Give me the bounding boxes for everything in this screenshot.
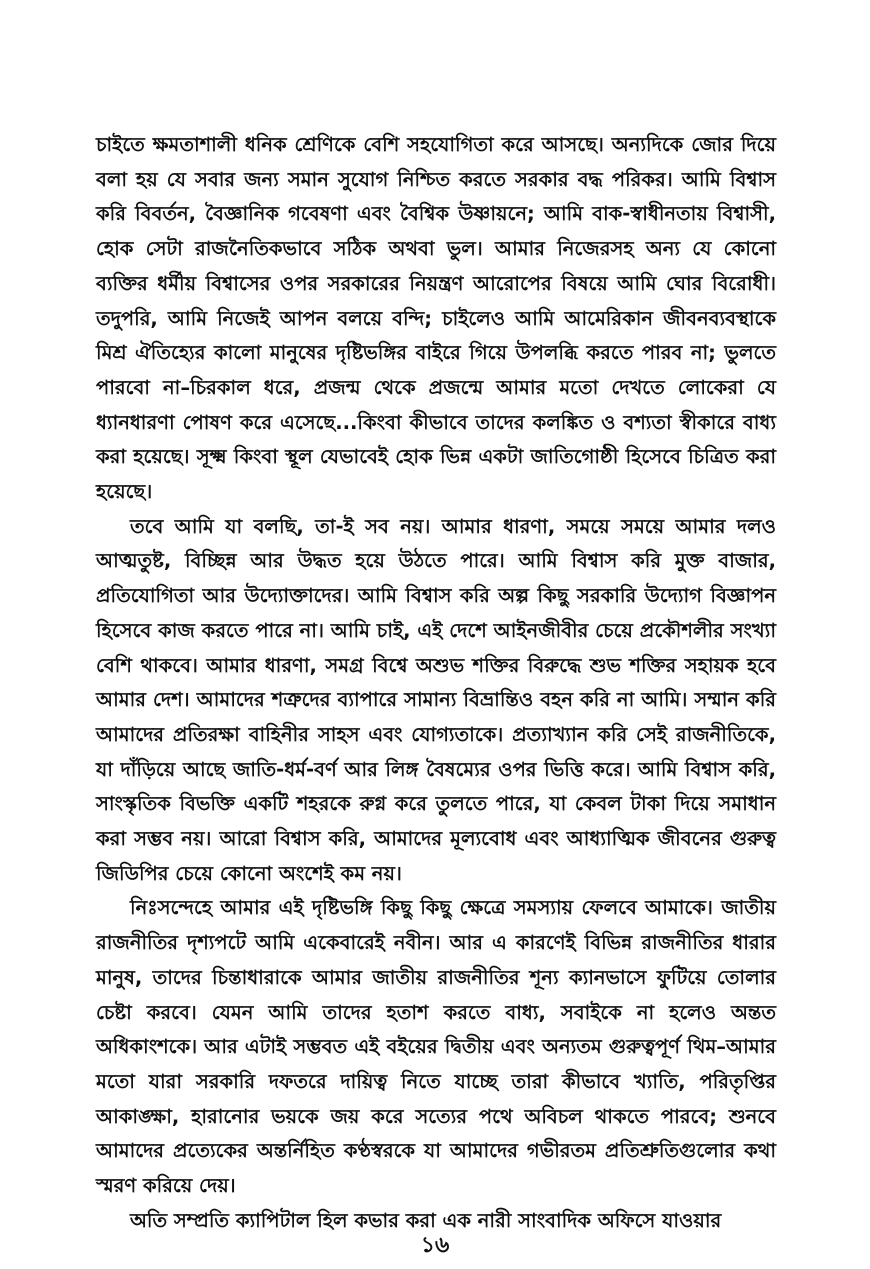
paragraph-1: চাইতে ক্ষমতাশালী ধনিক শ্রেণিকে বেশি সহযোগিতা করে আসছে। অন্যদিকে জোর দিয়ে বলা হয় যে সবার জন্য সমান সুযোগ নিশ্চিত করতে সরকার বদ্ধ পরিকর। আমি বিশ্বাস করি বিবর্তন, বৈজ্ঞানিক গবেষণা এবং বৈশ্বিক উষ্ণায়নে; আমি বাক-স্বাধীনতায় বিশ্বাসী, হোক সেটা রাজনৈতিকভাবে সঠিক অথবা ভুল। আমার নিজেরসহ অন্য যে কোনো ব্যক্তির ধর্মীয় বিশ্বাসের ওপর সরকারের নিয়ন্ত্রণ আরোপের বিষয়ে আমি ঘোর বিরোধী। তদুপরি, আমি নিজেই আপন বলয়ে বন্দি; চাইলেও আমি আমেরিকান জীবনব্যবস্থাকে মিশ্র ঐতিহ্যের কালো মানুষের দৃষ্টিভঙ্গির বাইরে গিয়ে উপলব্ধি করতে পারব না; ভুলতে পারবো না–চিরকাল ধরে, প্রজন্ম থেকে প্রজন্মে আমার মতো দেখতে লোকেরা যে ধ্যানধারণা পোষণ করে এসেছে...কিংবা কীভাবে তাদের কলঙ্কিত ও বশ্যতা স্বীকারে বাধ্য করা হয়েছে। সূক্ষ্ম কিংবা স্থূল যেভাবেই হোক ভিন্ন একটা জাতিগোষ্ঠী হিসেবে চিত্রিত করা হয়েছে। bbox=[96, 133, 776, 504]
page-number: ১৬ bbox=[420, 1233, 450, 1258]
body-text bbox=[96, 128, 776, 1239]
paragraph-2: তবে আমি যা বলছি, তা-ই সব নয়। আমার ধারণা, সময়ে সময়ে আমার দলও আত্মতুষ্ট, বিচ্ছিন্ন আর উদ্ধত হয়ে উঠতে পারে। আমি বিশ্বাস করি মুক্ত বাজার, প্রতিযোগিতা আর উদ্যোক্তাদের। আমি বিশ্বাস করি অল্প কিছু সরকারি উদ্যোগ বিজ্ঞাপন হিসেবে কাজ করতে পারে না। আমি চাই, এই দেশে আইনজীবীর চেয়ে প্রকৌশলীর সংখ্যা বেশি থাকবে। আমার ধারণা, সমগ্র বিশ্বে অশুভ শক্তির বিরুদ্ধে শুভ শক্তির সহায়ক হবে আমার দেশ। আমাদের শত্রুদের ব্যাপারে সামান্য বিভ্রান্তিও বহন করি না আমি। সম্মান করি আমাদের প্রতিরক্ষা বাহিনীর সাহস এবং যোগ্যতাকে। প্রত্যাখ্যান করি সেই রাজনীতিকে, যা দাঁড়িয়ে আছে জাতি-ধর্ম-বর্ণ আর লিঙ্গ বৈষম্যের ওপর ভিত্তি করে। আমি বিশ্বাস করি, সাংস্কৃতিক বিভক্তি একটি শহরকে রুগ্ন করে তুলতে পারে, যা কেবল টাকা দিয়ে সমাধান করা সম্ভব নয়। আরো বিশ্বাস করি, আমাদের মূল্যবোধ এবং আধ্যাত্মিক জীবনের গুরুত্ব জিডিপির চেয়ে কোনো অংশেই কম নয়। bbox=[96, 514, 776, 885]
paragraph-4: অতি সম্প্রতি ক্যাপিটাল হিল কভার করা এক নারী সাংবাদিক অফিসে যাওয়ার bbox=[130, 1208, 722, 1232]
paragraph-3: নিঃসন্দেহে আমার এই দৃষ্টিভঙ্গি কিছু কিছু ক্ষেত্রে সমস্যায় ফেলবে আমাকে। জাতীয় রাজনীতির দৃশ্যপটে আমি একেবারেই নবীন। আর এ কারণেই বিভিন্ন রাজনীতির ধারার মানুষ, তাদের চিন্তাধারাকে আমার জাতীয় রাজনীতির শূন্য ক্যানভাসে ফুটিয়ে তোলার চেষ্টা করবে। যেমন আমি তাদের হতাশ করতে বাধ্য, সবাইকে না হলেও অন্তত অধিকাংশকে। আর এটাই সম্ভবত এই বইয়ের দ্বিতীয় এবং অন্যতম গুরুত্বপূর্ণ থিম–আমার মতো যারা সরকারি দফতরে দায়িত্ব নিতে যাচ্ছে তারা কীভাবে খ্যাতি, পরিতৃপ্তির আকাঙ্ক্ষা, হারানোর ভয়কে জয় করে সত্যের পথে অবিচল থাকতে পারবে; শুনবে আমাদের প্রত্যেকের অন্তর্নিহিত কণ্ঠস্বরকে যা আমাদের গভীরতম প্রতিশ্রুতিগুলোর কথা স্মরণ করিয়ে দেয়। bbox=[96, 896, 776, 1198]
